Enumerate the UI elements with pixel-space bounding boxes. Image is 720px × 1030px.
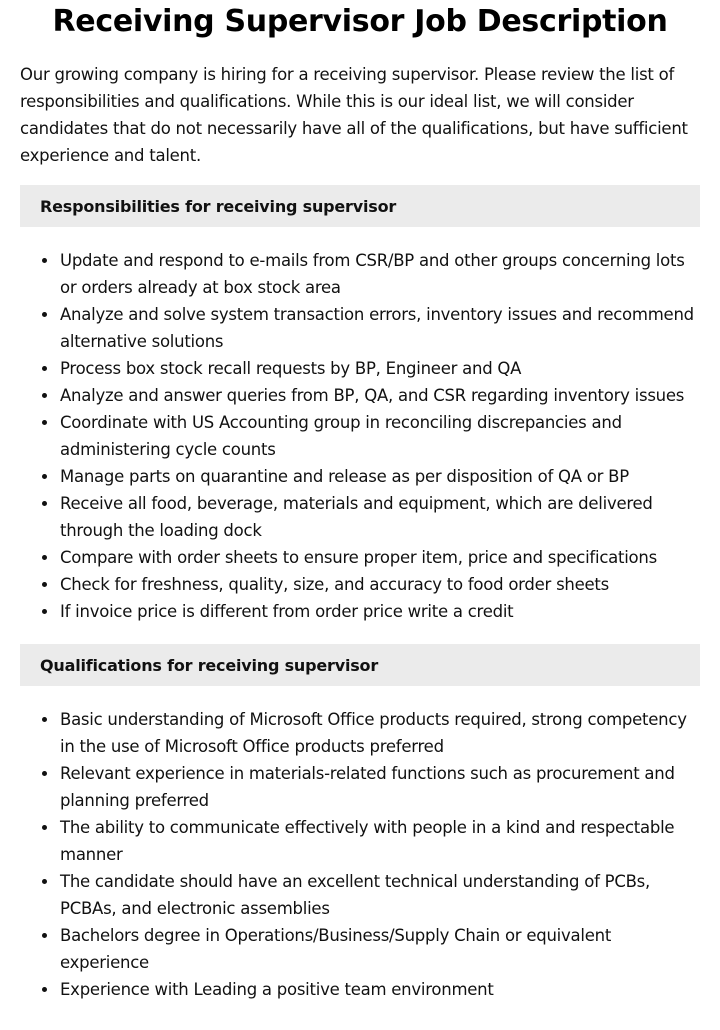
- list-item: Analyze and answer queries from BP, QA, and CSR regarding inventory issues: [60, 382, 700, 409]
- qualifications-list: [20, 706, 700, 1003]
- list-item: The candidate should have an excellent technical understanding of PCBs, PCBAs, and electronic assemblies: [60, 868, 700, 922]
- list-item: If invoice price is different from order price write a credit: [60, 598, 700, 625]
- list-item: Analyze and solve system transaction errors, inventory issues and recommend alternative solutions: [60, 301, 700, 355]
- list-item: Relevant experience in materials-related functions such as procurement and planning preferred: [60, 760, 700, 814]
- list-item: Receive all food, beverage, materials and equipment, which are delivered through the loading dock: [60, 490, 700, 544]
- list-item: Experience with Leading a positive team environment: [60, 976, 700, 1003]
- responsibilities-header: Responsibilities for receiving supervisor: [20, 185, 700, 227]
- responsibilities-list: [20, 247, 700, 625]
- list-item: Compare with order sheets to ensure proper item, price and specifications: [60, 544, 700, 571]
- list-item: The ability to communicate effectively with people in a kind and respectable manner: [60, 814, 700, 868]
- list-item: Process box stock recall requests by BP, Engineer and QA: [60, 355, 700, 382]
- list-item: Bachelors degree in Operations/Business/Supply Chain or equivalent experience: [60, 922, 700, 976]
- list-item: Check for freshness, quality, size, and accuracy to food order sheets: [60, 571, 700, 598]
- list-item: Basic understanding of Microsoft Office products required, strong competency in the use of Microsoft Office products preferred: [60, 706, 700, 760]
- list-item: Manage parts on quarantine and release as per disposition of QA or BP: [60, 463, 700, 490]
- list-item: Update and respond to e-mails from CSR/BP and other groups concerning lots or orders already at box stock area: [60, 247, 700, 301]
- qualifications-header: Qualifications for receiving supervisor: [20, 644, 700, 686]
- page-title: Receiving Supervisor Job Description: [52, 4, 668, 39]
- list-item: Coordinate with US Accounting group in reconciling discrepancies and administering cycle counts: [60, 409, 700, 463]
- intro-paragraph: Our growing company is hiring for a receiving supervisor. Please review the list of responsibilities and qualifications. While this is our ideal list, we will consider candidates that do not necessarily have all of the qualifications, but have sufficient experience and talent.: [20, 65, 688, 165]
